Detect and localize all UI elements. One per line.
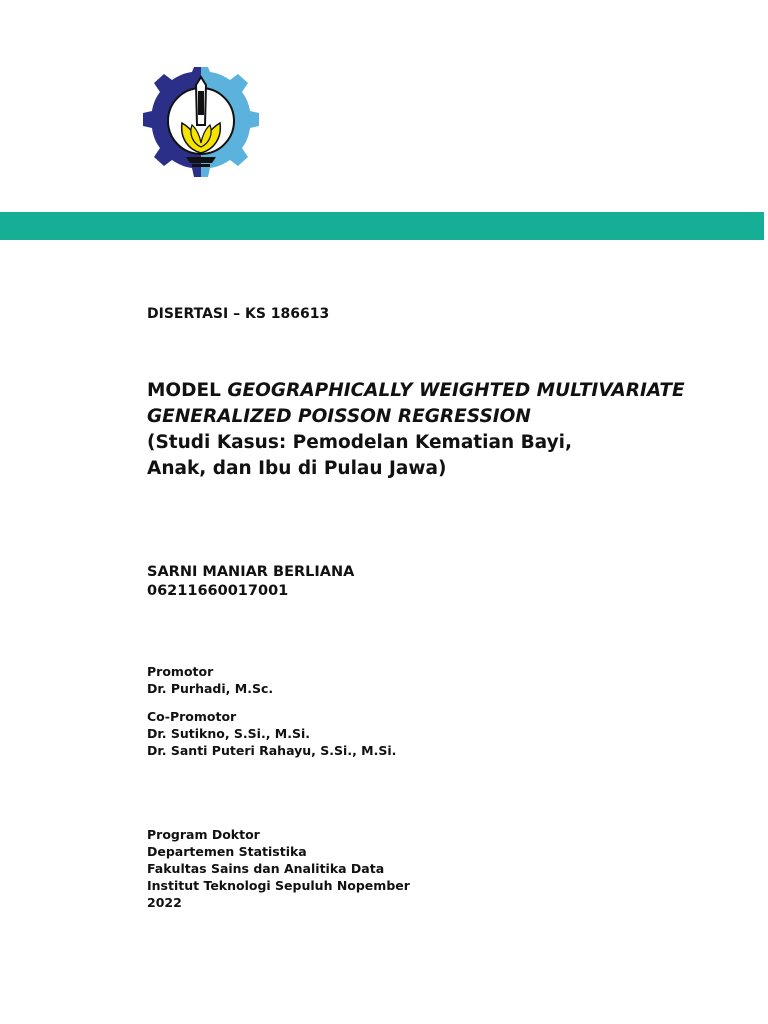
author-id: 06211660017001 [147,583,289,599]
co-promotor-block [147,708,396,759]
title-italic: GEOGRAPHICALLY WEIGHTED MULTIVARIATE GENERALIZED POISSON REGRESSION [147,380,685,427]
co-promotor-label: Co-Promotor [147,709,237,724]
co-promotor-name: Dr. Sutikno, S.Si., M.Si. [147,726,311,741]
institution-block [147,826,410,911]
co-promotor-name: Dr. Santi Puteri Rahayu, S.Si., M.Si. [147,743,397,758]
its-emblem-icon [142,67,260,177]
dissertation-title [147,378,707,482]
program-name: Program Doktor [147,827,260,842]
its-logo [142,67,260,177]
university-name: Institut Teknologi Sepuluh Nopember [147,878,410,893]
author-block [147,563,354,601]
promotor-label: Promotor [147,664,214,679]
document-code: DISERTASI – KS 186613 [147,306,330,322]
title-subtitle-line-1: (Studi Kasus: Pemodelan Kematian Bayi, [147,432,573,453]
faculty-name: Fakultas Sains dan Analitika Data [147,861,385,876]
title-prefix: MODEL [147,380,228,401]
teal-divider-band [0,212,764,240]
title-subtitle-line-2: Anak, dan Ibu di Pulau Jawa) [147,458,447,479]
author-name: SARNI MANIAR BERLIANA [147,564,355,580]
promotor-block [147,663,273,697]
department-name: Departemen Statistika [147,844,307,859]
promotor-name: Dr. Purhadi, M.Sc. [147,681,274,696]
year: 2022 [147,895,182,910]
